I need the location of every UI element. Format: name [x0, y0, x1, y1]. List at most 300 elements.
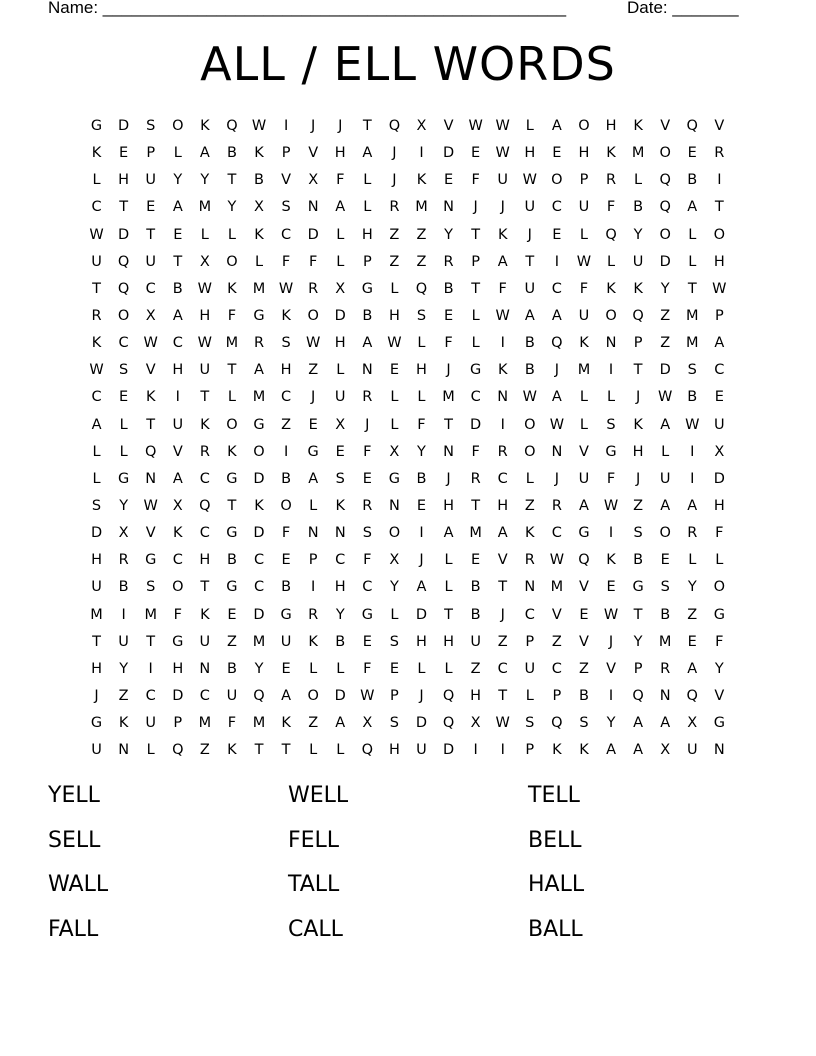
grid-letter: M — [550, 579, 564, 596]
grid-letter: K — [606, 145, 616, 162]
grid-letter: G — [226, 579, 238, 596]
grid-letter: N — [145, 470, 157, 487]
grid-row — [83, 602, 733, 629]
grid-letter: Z — [199, 742, 210, 759]
grid-letter: M — [469, 525, 482, 542]
grid-letter: Y — [633, 226, 643, 243]
grid-letter: T — [200, 389, 210, 406]
grid-letter: B — [172, 280, 183, 297]
grid-letter: J — [419, 687, 424, 704]
grid-letter: B — [335, 633, 346, 650]
grid-letter: C — [172, 552, 183, 569]
grid-letter: G — [713, 715, 725, 732]
grid-letter: M — [686, 335, 699, 352]
grid-letter: W — [143, 335, 158, 352]
grid-letter: J — [446, 362, 451, 379]
grid-letter: D — [415, 606, 428, 623]
grid-letter: L — [444, 552, 453, 569]
grid-letter: N — [497, 389, 509, 406]
grid-letter: X — [335, 416, 346, 433]
grid-letter: E — [119, 145, 129, 162]
grid-letter: P — [525, 633, 535, 650]
grid-letter: F — [281, 253, 291, 270]
grid-letter: P — [281, 145, 291, 162]
grid-letter: R — [660, 660, 671, 677]
grid-letter: O — [307, 307, 319, 324]
grid-letter: N — [118, 742, 130, 759]
grid-letter: K — [552, 742, 562, 759]
grid-letter: K — [497, 362, 508, 379]
grid-letter: A — [633, 715, 644, 732]
grid-letter: U — [91, 253, 102, 270]
grid-letter: F — [363, 552, 372, 569]
grid-letter: Z — [389, 226, 400, 243]
grid-letter: W — [143, 497, 158, 514]
grid-letter: J — [635, 389, 641, 406]
grid-letter: C — [362, 579, 373, 596]
grid-letter: B — [578, 687, 589, 704]
grid-letter: C — [172, 335, 183, 352]
grid-letter: I — [283, 118, 289, 134]
grid-letter: Q — [686, 687, 698, 704]
grid-letter: A — [172, 199, 183, 216]
grid-letter: T — [362, 118, 372, 134]
grid-row — [83, 574, 733, 601]
grid-letter: L — [525, 687, 534, 704]
grid-letter: O — [172, 579, 184, 596]
word-list-item: WALL — [48, 872, 109, 897]
grid-letter: Z — [118, 687, 129, 704]
grid-letter: C — [145, 280, 156, 297]
grid-letter: X — [118, 525, 129, 542]
grid-letter: J — [500, 199, 505, 216]
grid-letter: Q — [551, 335, 563, 352]
grid-letter: W — [603, 497, 619, 514]
grid-letter: I — [283, 443, 289, 460]
grid-letter: E — [389, 660, 399, 677]
grid-letter: U — [714, 416, 725, 433]
grid-letter: L — [417, 660, 426, 677]
grid-letter: S — [525, 715, 535, 732]
grid-letter: K — [91, 335, 102, 352]
grid-letter: A — [633, 742, 644, 759]
grid-letter: E — [416, 497, 427, 514]
grid-letter: U — [334, 389, 346, 406]
grid-letter: Q — [686, 118, 698, 134]
grid-letter: B — [687, 172, 698, 189]
name-field-line: Name: _________________________________________________ — [48, 0, 567, 17]
grid-letter: M — [198, 199, 212, 216]
grid-letter: M — [252, 280, 266, 297]
grid-letter: K — [525, 525, 535, 542]
grid-letter: T — [471, 497, 481, 514]
grid-letter: L — [661, 443, 670, 460]
grid-letter: G — [605, 443, 617, 460]
grid-letter: Q — [442, 687, 455, 704]
grid-letter: C — [253, 552, 265, 569]
grid-letter: L — [390, 606, 399, 623]
grid-letter: L — [363, 199, 372, 216]
grid-letter: O — [172, 118, 184, 134]
grid-letter: R — [443, 253, 454, 270]
grid-letter: S — [579, 715, 589, 732]
grid-letter: R — [199, 443, 210, 460]
grid-letter: I — [175, 389, 180, 406]
grid-letter: A — [660, 715, 671, 732]
grid-letter: R — [551, 497, 562, 514]
grid-letter: L — [92, 443, 101, 460]
grid-letter: N — [307, 525, 319, 542]
grid-letter: E — [687, 633, 697, 650]
grid-letter: D — [334, 687, 346, 704]
grid-letter: G — [388, 470, 401, 487]
grid-letter: S — [660, 579, 670, 596]
grid-letter: L — [525, 470, 534, 487]
grid-letter: O — [713, 579, 726, 596]
grid-letter: K — [416, 172, 427, 189]
grid-letter: F — [471, 443, 480, 460]
grid-letter: L — [579, 389, 588, 406]
grid-letter: Y — [444, 226, 453, 243]
grid-letter: U — [145, 253, 156, 270]
grid-letter: J — [500, 606, 505, 623]
grid-letter: U — [280, 633, 292, 650]
grid-letter: D — [118, 118, 130, 134]
grid-letter: K — [633, 280, 643, 297]
grid-letter: F — [606, 199, 616, 216]
grid-letter: Q — [578, 552, 590, 569]
grid-letter: H — [388, 742, 400, 759]
grid-letter: C — [714, 362, 725, 379]
grid-letter: I — [690, 443, 695, 460]
grid-letter: L — [336, 660, 345, 677]
grid-letter: Z — [308, 362, 319, 379]
grid-row — [83, 493, 733, 520]
grid-letter: X — [470, 715, 481, 732]
grid-letter: H — [199, 307, 211, 324]
grid-letter: Y — [119, 497, 129, 514]
grid-letter: S — [119, 362, 129, 379]
grid-letter: Y — [227, 199, 237, 216]
grid-letter: G — [578, 525, 590, 542]
grid-letter: L — [390, 389, 399, 406]
grid-letter: L — [227, 226, 236, 243]
grid-letter: R — [362, 389, 373, 406]
grid-letter: E — [660, 552, 670, 569]
grid-letter: T — [119, 199, 129, 216]
grid-letter: V — [145, 362, 156, 379]
grid-letter: K — [308, 633, 318, 650]
grid-letter: F — [308, 253, 318, 270]
grid-letter: U — [659, 470, 671, 487]
grid-letter: C — [253, 579, 265, 596]
grid-letter: Y — [606, 715, 616, 732]
grid-letter: H — [172, 362, 184, 379]
grid-letter: H — [713, 253, 725, 270]
grid-letter: I — [608, 362, 614, 379]
grid-letter: A — [362, 335, 373, 352]
grid-letter: C — [551, 199, 562, 216]
grid-letter: I — [500, 335, 505, 352]
grid-letter: K — [335, 497, 345, 514]
grid-letter: Q — [144, 443, 157, 460]
grid-letter: F — [227, 715, 237, 732]
grid-letter: B — [226, 552, 237, 569]
grid-letter: X — [199, 253, 210, 270]
grid-letter: U — [199, 362, 211, 379]
grid-letter: T — [633, 362, 643, 379]
grid-letter: W — [495, 715, 510, 732]
grid-row — [83, 384, 733, 411]
grid-letter: L — [92, 470, 101, 487]
grid-letter: D — [659, 362, 671, 379]
grid-letter: E — [606, 579, 616, 596]
grid-letter: N — [443, 443, 454, 460]
grid-letter: J — [311, 389, 316, 406]
grid-letter: M — [658, 633, 672, 650]
grid-letter: V — [497, 552, 508, 569]
grid-letter: I — [419, 525, 424, 542]
grid-letter: E — [173, 226, 183, 243]
grid-letter: D — [659, 253, 671, 270]
grid-letter: M — [631, 145, 645, 162]
grid-letter: L — [471, 307, 480, 324]
grid-letter: R — [91, 307, 102, 324]
grid-letter: E — [308, 416, 318, 433]
grid-letter: A — [335, 715, 346, 732]
grid-letter: Z — [551, 633, 562, 650]
grid-letter: O — [117, 307, 130, 324]
grid-letter: Q — [253, 687, 265, 704]
grid-letter: N — [713, 742, 725, 759]
grid-row — [83, 656, 733, 683]
grid-letter: Y — [200, 172, 210, 189]
grid-letter: K — [145, 389, 156, 406]
word-list-item: TELL — [528, 783, 580, 808]
grid-letter: N — [199, 660, 211, 677]
grid-row — [83, 303, 733, 330]
grid-letter: P — [714, 307, 724, 324]
grid-letter: H — [443, 497, 454, 514]
grid-letter: L — [309, 742, 318, 759]
grid-letter: F — [363, 443, 372, 460]
grid-letter: X — [308, 172, 319, 189]
grid-letter: N — [388, 497, 400, 514]
grid-letter: X — [389, 552, 400, 569]
grid-letter: Y — [633, 633, 643, 650]
grid-letter: B — [226, 145, 237, 162]
grid-row — [83, 113, 733, 140]
grid-letter: X — [660, 742, 671, 759]
grid-letter: Q — [659, 199, 671, 216]
grid-letter: O — [388, 525, 401, 542]
grid-letter: L — [119, 416, 128, 433]
grid-letter: T — [254, 742, 264, 759]
grid-letter: W — [495, 145, 510, 162]
grid-letter: N — [334, 525, 346, 542]
word-list-item: SELL — [48, 827, 101, 853]
grid-row — [83, 466, 733, 493]
grid-letter: P — [525, 742, 535, 759]
grid-letter: F — [173, 606, 182, 623]
word-list-item: YELL — [48, 783, 100, 808]
grid-letter: A — [660, 497, 671, 514]
grid-letter: E — [362, 470, 372, 487]
grid-letter: W — [197, 335, 213, 352]
grid-letter: H — [632, 443, 644, 460]
grid-letter: T — [227, 497, 237, 514]
grid-letter: Z — [660, 307, 671, 324]
grid-letter: A — [687, 660, 698, 677]
grid-letter: D — [713, 470, 725, 487]
grid-letter: M — [442, 389, 455, 406]
grid-letter: Q — [226, 118, 238, 134]
grid-letter: J — [392, 172, 397, 189]
grid-letter: F — [227, 307, 237, 324]
grid-letter: W — [197, 280, 213, 297]
grid-letter: E — [119, 389, 129, 406]
grid-letter: K — [227, 742, 237, 759]
grid-letter: L — [715, 552, 724, 569]
grid-letter: A — [172, 307, 183, 324]
grid-letter: O — [226, 416, 238, 433]
grid-letter: I — [473, 742, 478, 759]
grid-letter: B — [524, 335, 535, 352]
grid-row — [83, 330, 733, 357]
grid-letter: V — [172, 443, 183, 460]
grid-letter: B — [118, 579, 129, 596]
grid-letter: C — [118, 335, 129, 352]
grid-letter: D — [172, 687, 184, 704]
grid-letter: Y — [389, 579, 399, 596]
grid-letter: E — [362, 633, 372, 650]
grid-row — [83, 439, 733, 466]
grid-letter: L — [336, 253, 345, 270]
grid-letter: L — [336, 226, 345, 243]
grid-letter: G — [117, 470, 130, 487]
grid-letter: G — [307, 443, 319, 460]
grid-letter: T — [444, 606, 453, 623]
grid-letter: I — [608, 687, 614, 704]
grid-letter: Y — [119, 660, 129, 677]
grid-row — [83, 140, 733, 167]
grid-letter: C — [281, 389, 292, 406]
grid-letter: U — [91, 742, 102, 759]
grid-letter: A — [416, 579, 427, 596]
grid-letter: V — [606, 660, 616, 677]
grid-letter: A — [362, 145, 373, 162]
word-search-grid — [83, 113, 733, 764]
grid-letter: R — [362, 497, 373, 514]
grid-letter: B — [633, 199, 644, 216]
grid-letter: D — [253, 606, 265, 623]
grid-letter: A — [281, 687, 292, 704]
grid-letter: I — [608, 525, 614, 542]
grid-letter: T — [146, 226, 156, 243]
grid-letter: I — [554, 253, 559, 270]
grid-letter: V — [308, 145, 319, 162]
grid-letter: T — [281, 742, 291, 759]
grid-letter: I — [148, 660, 153, 677]
grid-letter: Q — [117, 280, 130, 297]
grid-letter: S — [389, 715, 399, 732]
grid-letter: G — [280, 606, 292, 623]
grid-letter: V — [714, 687, 725, 704]
grid-letter: W — [305, 335, 321, 352]
grid-letter: H — [388, 307, 400, 324]
grid-letter: E — [552, 145, 562, 162]
grid-letter: W — [251, 118, 267, 134]
grid-letter: K — [200, 606, 210, 623]
grid-letter: W — [549, 552, 565, 569]
grid-letter: W — [658, 389, 673, 406]
grid-letter: F — [498, 280, 507, 297]
grid-letter: I — [500, 416, 505, 433]
grid-letter: W — [89, 362, 104, 379]
grid-letter: D — [470, 416, 482, 433]
grid-letter: A — [660, 416, 671, 433]
grid-letter: W — [495, 118, 510, 134]
grid-row — [83, 276, 733, 303]
grid-letter: U — [172, 416, 184, 433]
grid-letter: K — [606, 552, 616, 569]
grid-letter: U — [578, 199, 590, 216]
grid-letter: K — [633, 416, 643, 433]
grid-letter: P — [146, 145, 156, 162]
grid-letter: M — [577, 362, 591, 379]
word-list — [48, 779, 768, 957]
grid-letter: L — [688, 253, 697, 270]
grid-letter: O — [713, 226, 726, 243]
grid-letter: Y — [714, 660, 724, 677]
grid-letter: L — [390, 416, 399, 433]
grid-letter: G — [470, 362, 482, 379]
grid-letter: H — [713, 497, 725, 514]
grid-letter: B — [660, 606, 671, 623]
grid-letter: J — [338, 118, 343, 134]
grid-letter: Z — [389, 253, 400, 270]
grid-letter: E — [443, 172, 454, 189]
grid-letter: Q — [632, 687, 644, 704]
grid-letter: B — [362, 307, 373, 324]
word-list-item: CALL — [288, 916, 343, 942]
grid-letter: K — [281, 715, 291, 732]
grid-letter: F — [363, 660, 372, 677]
grid-letter: I — [121, 606, 126, 623]
grid-letter: U — [145, 172, 156, 189]
grid-letter: O — [551, 172, 563, 189]
grid-letter: M — [90, 606, 103, 623]
grid-letter: L — [309, 660, 318, 677]
grid-letter: H — [416, 633, 427, 650]
grid-letter: C — [497, 660, 508, 677]
grid-letter: T — [200, 579, 210, 596]
grid-letter: J — [527, 226, 532, 243]
grid-letter: H — [334, 335, 346, 352]
grid-letter: K — [606, 280, 616, 297]
grid-letter: T — [227, 172, 237, 189]
grid-letter: R — [714, 145, 725, 162]
grid-letter: W — [522, 172, 537, 189]
grid-letter: A — [714, 335, 725, 352]
grid-letter: C — [497, 470, 508, 487]
grid-letter: E — [335, 443, 345, 460]
grid-letter: J — [392, 145, 397, 162]
grid-letter: O — [226, 253, 238, 270]
grid-letter: B — [524, 362, 535, 379]
grid-letter: Z — [524, 497, 535, 514]
grid-letter: E — [146, 199, 156, 216]
